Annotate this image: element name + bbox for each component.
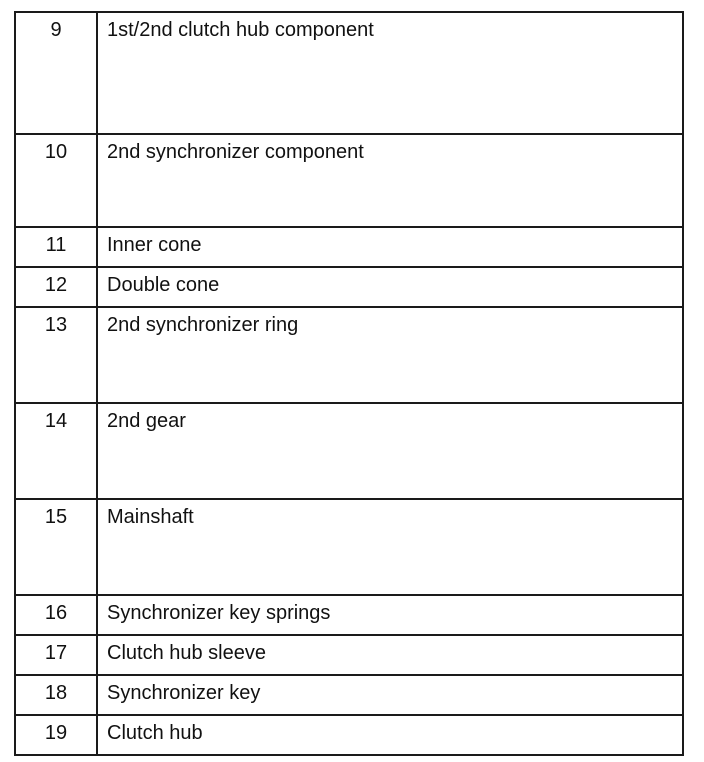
item-number: 10	[15, 134, 97, 227]
item-description: 1st/2nd clutch hub component	[97, 12, 683, 134]
table-row	[15, 595, 683, 635]
table-row	[15, 227, 683, 267]
table-row	[15, 403, 683, 499]
item-number: 17	[15, 635, 97, 675]
item-description: 2nd synchronizer ring	[97, 307, 683, 403]
table-row	[15, 715, 683, 755]
item-number: 16	[15, 595, 97, 635]
item-description: Clutch hub	[97, 715, 683, 755]
item-description: Inner cone	[97, 227, 683, 267]
item-description: Double cone	[97, 267, 683, 307]
parts-table	[14, 11, 684, 756]
item-number: 14	[15, 403, 97, 499]
item-description: Synchronizer key	[97, 675, 683, 715]
item-description: Mainshaft	[97, 499, 683, 595]
item-number: 15	[15, 499, 97, 595]
item-description: 2nd synchronizer component	[97, 134, 683, 227]
item-number: 13	[15, 307, 97, 403]
item-number: 12	[15, 267, 97, 307]
table-row	[15, 635, 683, 675]
item-description: Clutch hub sleeve	[97, 635, 683, 675]
table-row	[15, 12, 683, 134]
table-row	[15, 267, 683, 307]
item-description: 2nd gear	[97, 403, 683, 499]
item-number: 11	[15, 227, 97, 267]
item-number: 19	[15, 715, 97, 755]
table-row	[15, 134, 683, 227]
item-number: 9	[15, 12, 97, 134]
item-number: 18	[15, 675, 97, 715]
item-description: Synchronizer key springs	[97, 595, 683, 635]
table-row	[15, 307, 683, 403]
table-row	[15, 499, 683, 595]
table-row	[15, 675, 683, 715]
